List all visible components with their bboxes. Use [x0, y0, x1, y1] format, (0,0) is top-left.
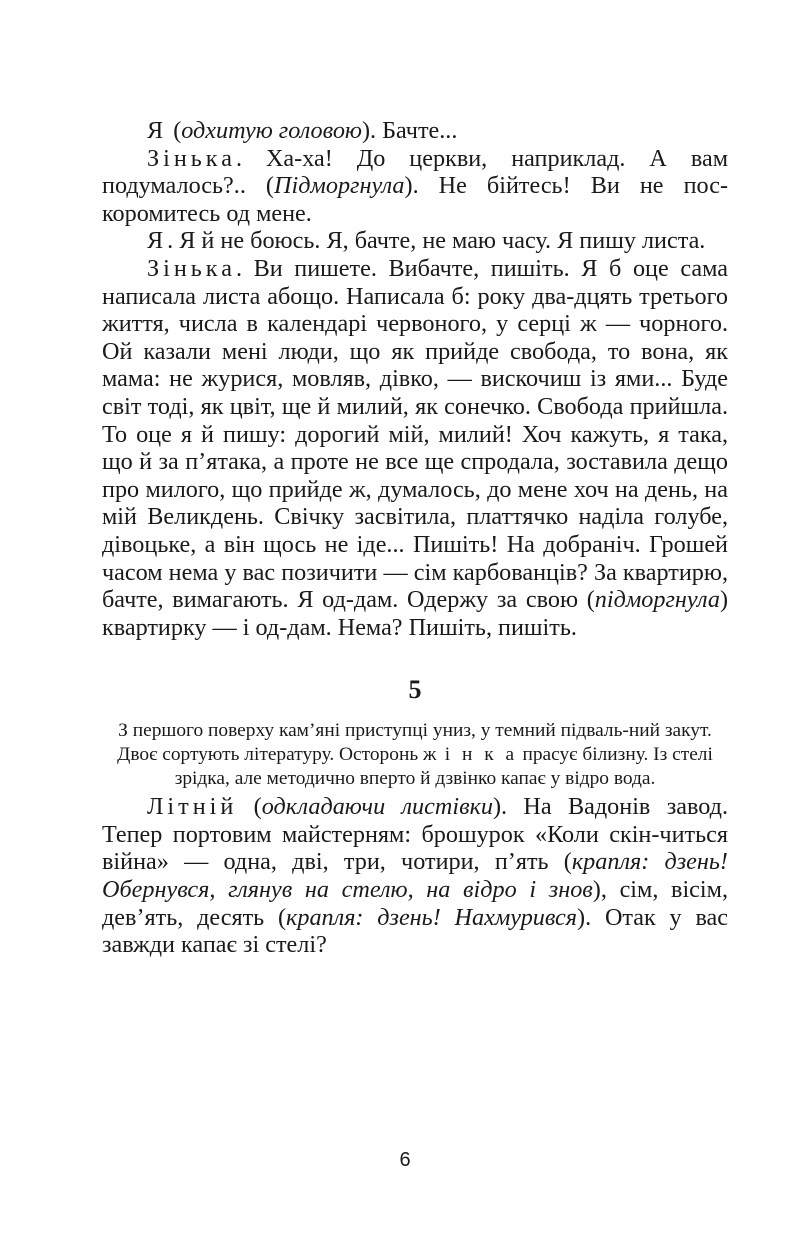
paragraph-ya-1	[102, 117, 728, 145]
stage-remark: одкладаючи листівки	[261, 793, 493, 821]
stage-text: З першого поверху кам’яні приступці униз, у темний підваль-ний закут. Двоє сортують літературу. Осторонь ж	[117, 720, 712, 766]
stage-spaced-name: і н к а	[436, 744, 518, 766]
speaker-name: Літній	[147, 793, 238, 821]
paragraph-ya-2	[102, 227, 728, 255]
text: ) квартирку — і од-дам. Нема? Пишіть, пишіть.	[102, 586, 728, 641]
stage-remark: крапля: дзень! Обернувся, глянув на стелю, на відро і знов	[102, 848, 728, 904]
speaker-name: Я	[147, 117, 168, 144]
stage-text: прасує білизну. Із стелі зрідка, але методично вперто й дзвінко капає у відро вода.	[174, 744, 713, 790]
text: (	[167, 117, 182, 144]
text: ). На Вадонів завод. Тепер портовим майстерням: брошурок «Коли скін-читься війна» — одна, дві, три, чотири, п’ять (	[102, 793, 728, 876]
stage-remark: одхитую головою	[181, 117, 362, 144]
stage-remark: крапля: дзень! Нахмурився	[286, 903, 578, 931]
paragraph-zinka-1	[102, 145, 728, 228]
stage-remark: Підморгнула	[274, 172, 405, 200]
page-body	[102, 117, 728, 959]
speaker-name: Зінька	[147, 254, 236, 282]
text: ). Отак у вас завжди капає зі стелі?	[102, 903, 729, 959]
section-number: 5	[408, 675, 422, 705]
stage-remark: підморгнула	[594, 586, 720, 614]
text: ), сім, вісім, дев’ять, десять (	[102, 876, 728, 931]
page-number: 6	[399, 1149, 411, 1171]
text: . Ха-ха! До церкви, наприклад. А вам подумалось?.. (	[102, 144, 728, 200]
speaker-name: Я	[147, 227, 168, 255]
text: . Ви пишете. Вибачте, пишіть. Я б оце сама написала листа абощо. Написала б: року два-дцять третього життя, числа в календарі червоного, у серці ж — чорного. Ой казали мені люди, що як прийде свобода, то вона, як мама: не журися, мовляв, дівко, — вискочиш із ями... Буде світ тоді, як цвіт, ще й милий, як сонечко. Свобода прийшла. То оце я й пишу: дорогий мій, милий! Хоч кажуть, я така, що й за п’ятака, а проте не все ще спродала, зоставила дещо про милого, що прийде ж, думалось, до мене хоч на день, на мій Великдень. Свічку засвітила, платтячко наділа голубе, дівоцьке, а він щось не іде... Пишіть! На добраніч. Грошей часом нема у вас позичити — сім карбованців? За квартирю, бачте, вимагають. Я од-дам. Одержу за свою (	[102, 254, 728, 614]
text: ). Бачте...	[361, 117, 458, 144]
text: . Я й не боюсь. Я, бачте, не маю часу. Я пишу листа.	[167, 227, 706, 255]
paragraph-zinka-2	[102, 255, 728, 641]
speaker-name: Зінька	[147, 144, 236, 172]
text: ). Не бійтесь! Ви не поскоромитесь од мене.	[102, 172, 729, 227]
stage-direction	[104, 719, 726, 791]
paragraph-litniy	[102, 793, 728, 959]
text: (	[237, 793, 262, 821]
